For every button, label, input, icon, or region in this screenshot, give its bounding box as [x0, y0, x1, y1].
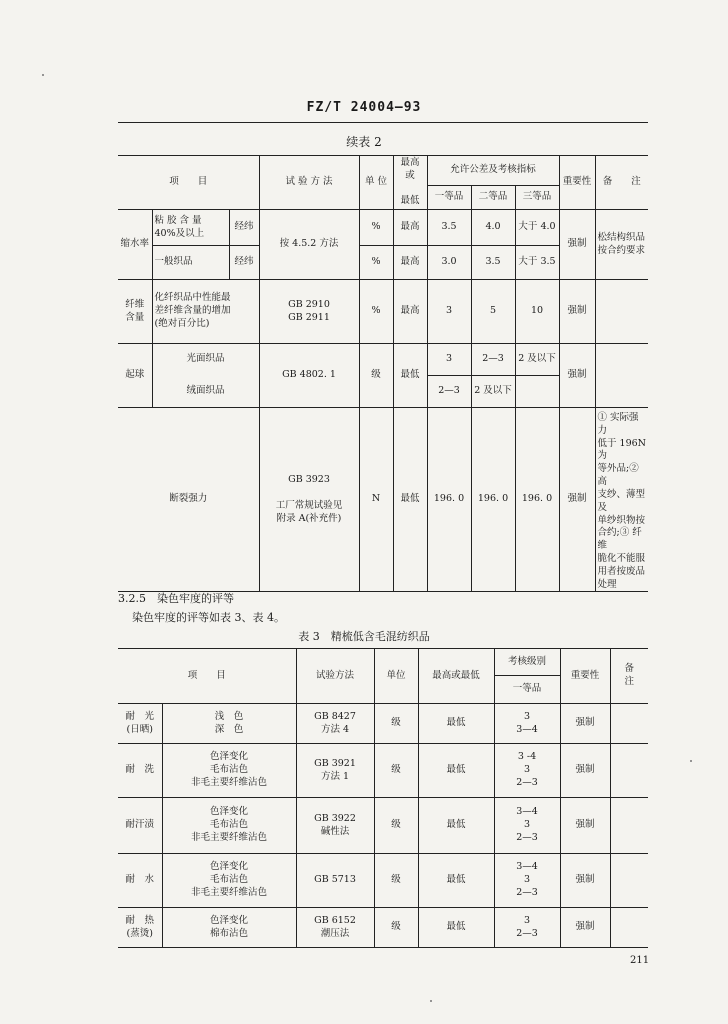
- shrink-sub1-maxmin: 最高: [393, 210, 427, 246]
- shrink-sub2-desc: 一般织品: [152, 246, 229, 280]
- t3-row1-cat: [118, 704, 162, 744]
- t3-row4-method: GB 5713: [296, 854, 374, 908]
- scan-speck: [430, 1000, 432, 1002]
- t3-row1-method-1: GB 8427: [314, 710, 356, 722]
- t3-row5-items: [162, 908, 296, 948]
- table-3: [118, 648, 654, 948]
- t3-row1-grade-1: 3: [523, 710, 531, 722]
- pilling-r2-g3: [515, 376, 559, 408]
- t3-row2-grade-2: 3: [523, 764, 531, 776]
- t3-header-item: 项 目: [118, 649, 296, 704]
- t3-row2-grade-1: 3 -4: [517, 751, 537, 763]
- strength-label: 断裂强力: [118, 408, 259, 592]
- strength-method: [259, 408, 359, 592]
- fiber-maxmin: 最高: [393, 280, 427, 344]
- pilling-sub1: 光面织品: [152, 344, 259, 376]
- t3-header-note: 备 注: [610, 649, 648, 704]
- t3-row2-maxmin: 最低: [418, 744, 494, 798]
- t3-row3-grade-3: 2—3: [516, 831, 538, 843]
- t3-row4-maxmin: 最低: [418, 854, 494, 908]
- t3-row4-item-2: 毛布沾色: [210, 874, 249, 886]
- strength-method-3: 附录 A(补充件): [276, 512, 342, 524]
- t3-row5-grade-2: 2—3: [516, 927, 538, 939]
- t3-row3-cat: 耐汗渍: [118, 798, 162, 854]
- t3-row5-grade-1: 3: [523, 914, 531, 926]
- shrink-label: 缩水率: [118, 210, 152, 280]
- t3-row1-grade-2: 3—4: [516, 723, 538, 735]
- fiber-label-1: 纤维: [125, 298, 145, 310]
- t3-header-unit: 单位: [374, 649, 418, 704]
- pilling-importance: 强制: [559, 344, 595, 408]
- strength-note-8: 用者按废品: [597, 565, 646, 577]
- scan-speck: [690, 760, 692, 762]
- t3-row2-method: [296, 744, 374, 798]
- t3-row2-item-3: 非毛主要纤维沾色: [191, 776, 268, 788]
- table-row: [118, 704, 648, 744]
- strength-note-3: 等外品;② 高: [597, 463, 639, 488]
- t3-row3-grades: [494, 798, 560, 854]
- t3-row1-item-2: 深 色: [214, 723, 244, 735]
- t3-row3-note: [610, 798, 648, 854]
- t3-row5-note: [610, 908, 648, 948]
- strength-maxmin: 最低: [393, 408, 427, 592]
- pilling-maxmin: 最低: [393, 344, 427, 408]
- shrink-sub2-g3: 大于 3.5: [515, 246, 559, 280]
- t3-header-grade1: 一等品: [494, 676, 560, 704]
- table-3-title: 表 3 精梳低含毛混纺织品: [298, 630, 430, 643]
- pilling-r2-g1: 2—3: [427, 376, 471, 408]
- t3-row1-unit: 级: [374, 704, 418, 744]
- shrink-sub1-g3: 大于 4.0: [515, 210, 559, 246]
- t3-row2-grade-3: 2—3: [516, 776, 538, 788]
- t3-row3-method-2: 碱性法: [320, 825, 350, 837]
- strength-note-1: ① 实际强力: [597, 412, 639, 436]
- fiber-g2: 5: [471, 280, 515, 344]
- strength-g2: 196. 0: [471, 408, 515, 592]
- fiber-note: [595, 280, 648, 344]
- strength-importance: 强制: [559, 408, 595, 592]
- t3-row2-unit: 级: [374, 744, 418, 798]
- t3-row4-grade-3: 2—3: [516, 886, 538, 898]
- t3-row1-item-1: 浅 色: [214, 710, 244, 722]
- t3-row2-method-2: 方法 1: [320, 770, 350, 782]
- header-grade1: 一等品: [427, 186, 471, 210]
- pilling-r2-g2: 2 及以下: [471, 376, 515, 408]
- strength-g1: 196. 0: [427, 408, 471, 592]
- shrink-sub1-desc-2: 40%及以上: [154, 227, 205, 239]
- t3-row4-note: [610, 854, 648, 908]
- strength-note-5: 单纱织物按: [597, 514, 646, 526]
- t3-row1-method-2: 方法 4: [320, 723, 350, 735]
- shrink-sub1-g1: 3.5: [427, 210, 471, 246]
- t3-row5-cat-2: (蒸烫): [126, 927, 153, 939]
- t3-row2-items: [162, 744, 296, 798]
- t3-row3-importance: 强制: [560, 798, 610, 854]
- shrink-sub1-unit: %: [359, 210, 393, 246]
- shrink-note-1: 松结构织品: [597, 231, 646, 243]
- shrink-sub2-g2: 3.5: [471, 246, 515, 280]
- header-maxmin-3: 最低: [400, 195, 420, 207]
- t3-row1-cat-2: (日晒): [126, 723, 153, 735]
- t3-header-method: 试验方法: [296, 649, 374, 704]
- header-importance: 重要性: [559, 156, 595, 210]
- page-number: 211: [630, 955, 650, 966]
- pilling-note: [595, 344, 648, 408]
- t3-header-maxmin: 最高或最低: [418, 649, 494, 704]
- shrink-importance: 强制: [559, 210, 595, 280]
- fiber-label: [118, 280, 152, 344]
- pilling-r1-g2: 2—3: [471, 344, 515, 376]
- strength-note-4: 支纱、薄型及: [597, 488, 646, 513]
- strength-note: [595, 408, 648, 592]
- strength-method-2: 工厂常规试验见: [275, 499, 343, 511]
- header-maxmin-2: 或: [405, 169, 415, 181]
- t3-row3-method-1: GB 3922: [314, 812, 356, 824]
- pilling-unit: 级: [359, 344, 393, 408]
- shrink-sub1-g2: 4.0: [471, 210, 515, 246]
- section-heading: 3.2.5 染色牢度的评等: [118, 592, 234, 605]
- t3-row3-item-3: 非毛主要纤维沾色: [191, 831, 268, 843]
- fiber-method-2: GB 2911: [288, 311, 330, 323]
- fiber-label-2: 含量: [125, 311, 145, 323]
- strength-g3: 196. 0: [515, 408, 559, 592]
- t3-row3-items: [162, 798, 296, 854]
- t3-row5-item-2: 棉布沾色: [210, 927, 249, 939]
- t3-row2-item-2: 毛布沾色: [210, 764, 249, 776]
- t3-row2-note: [610, 744, 648, 798]
- shrink-sub2-maxmin: 最高: [393, 246, 427, 280]
- t3-row3-grade-1: 3—4: [516, 806, 538, 818]
- strength-note-9: 处理: [597, 578, 617, 590]
- strength-note-7: 脆化不能服: [597, 552, 646, 564]
- section-body: 染色牢度的评等如表 3、表 4。: [132, 611, 285, 624]
- t3-row4-items: [162, 854, 296, 908]
- t3-row4-item-3: 非毛主要纤维沾色: [191, 886, 268, 898]
- fiber-method: [259, 280, 359, 344]
- t3-row1-grades: [494, 704, 560, 744]
- pilling-label: 起球: [118, 344, 152, 408]
- shrink-sub1-desc: [152, 210, 229, 246]
- fiber-g1: 3: [427, 280, 471, 344]
- t3-row2-method-1: GB 3921: [314, 757, 356, 769]
- header-note: 备 注: [595, 156, 648, 210]
- t3-row5-importance: 强制: [560, 908, 610, 948]
- t3-row2-grades: [494, 744, 560, 798]
- t3-row2-item-1: 色泽变化: [210, 751, 249, 763]
- t3-row5-maxmin: 最低: [418, 908, 494, 948]
- t3-row1-note: [610, 704, 648, 744]
- fiber-desc-1: 化纤织品中性能最: [154, 292, 231, 304]
- t3-row1-maxmin: 最低: [418, 704, 494, 744]
- t3-row1-importance: 强制: [560, 704, 610, 744]
- shrink-sub1-desc-1: 粘 胶 含 量: [154, 214, 202, 226]
- t3-row3-method: [296, 798, 374, 854]
- table-row: [118, 908, 648, 948]
- t3-row5-method-1: GB 6152: [314, 914, 356, 926]
- table-row: [118, 798, 648, 854]
- fiber-desc-3: (绝对百分比): [154, 317, 210, 329]
- t3-row4-importance: 强制: [560, 854, 610, 908]
- t3-row1-cat-1: 耐 光: [125, 710, 154, 722]
- shrink-method: 按 4.5.2 方法: [259, 210, 359, 280]
- header-method: 试 验 方 法: [259, 156, 359, 210]
- t3-row3-grade-2: 3: [523, 819, 531, 831]
- fiber-desc-2: 差纤维含量的增加: [154, 305, 231, 317]
- t3-row4-grade-2: 3: [523, 874, 531, 886]
- table-2-continued: [118, 155, 648, 592]
- strength-note-2: 低于 196N 为: [597, 437, 646, 462]
- t3-row4-grades: [494, 854, 560, 908]
- scan-speck: [42, 74, 44, 76]
- strength-note-6: 合约;③ 纤维: [597, 527, 642, 552]
- t3-row3-maxmin: 最低: [418, 798, 494, 854]
- pilling-r1-g1: 3: [427, 344, 471, 376]
- t3-row2-importance: 强制: [560, 744, 610, 798]
- t3-header-importance: 重要性: [560, 649, 610, 704]
- header-grade2: 二等品: [471, 186, 515, 210]
- shrink-note: [595, 210, 648, 280]
- header-grade3: 三等品: [515, 186, 559, 210]
- table-row: [118, 854, 648, 908]
- strength-unit: N: [359, 408, 393, 592]
- t3-row3-item-1: 色泽变化: [210, 806, 249, 818]
- t3-row4-unit: 级: [374, 854, 418, 908]
- pilling-sub2: 绒面织品: [152, 376, 259, 408]
- header-item: 项 目: [118, 156, 259, 210]
- shrink-sub1-dir: 经纬: [229, 210, 259, 246]
- shrink-sub2-g1: 3.0: [427, 246, 471, 280]
- table-row: [118, 744, 648, 798]
- t3-row4-cat: 耐 水: [118, 854, 162, 908]
- t3-row5-cat: [118, 908, 162, 948]
- shrink-sub2-unit: %: [359, 246, 393, 280]
- t3-row5-item-1: 色泽变化: [210, 914, 249, 926]
- pilling-r1-g3: 2 及以下: [515, 344, 559, 376]
- shrink-sub2-dir: 经纬: [229, 246, 259, 280]
- continued-table-title: 续表 2: [346, 135, 382, 149]
- header-maxmin-1: 最高: [400, 156, 420, 168]
- t3-row1-items: [162, 704, 296, 744]
- fiber-unit: %: [359, 280, 393, 344]
- fiber-importance: 强制: [559, 280, 595, 344]
- strength-method-1: GB 3923: [288, 474, 330, 486]
- fiber-desc: [152, 280, 259, 344]
- t3-row1-method: [296, 704, 374, 744]
- t3-row5-method-2: 潮压法: [320, 927, 350, 939]
- header-unit: 单 位: [359, 156, 393, 210]
- t3-row4-grade-1: 3—4: [516, 861, 538, 873]
- header-maxmin: [393, 156, 427, 210]
- header-tolerance: 允许公差及考核指标: [427, 156, 559, 186]
- fiber-method-1: GB 2910: [288, 298, 330, 310]
- t3-row4-item-1: 色泽变化: [210, 861, 249, 873]
- pilling-method: GB 4802. 1: [259, 344, 359, 408]
- t3-row5-cat-1: 耐 热: [125, 914, 154, 926]
- t3-row5-grades: [494, 908, 560, 948]
- header-rule: [118, 122, 648, 123]
- t3-row3-unit: 级: [374, 798, 418, 854]
- t3-row3-item-2: 毛布沾色: [210, 819, 249, 831]
- t3-row5-unit: 级: [374, 908, 418, 948]
- document-number: FZ/T 24004—93: [306, 100, 422, 115]
- t3-row5-method: [296, 908, 374, 948]
- fiber-g3: 10: [515, 280, 559, 344]
- shrink-note-2: 按合约要求: [597, 244, 646, 256]
- t3-header-grade-level: 考核级别: [494, 649, 560, 676]
- t3-row2-cat: 耐 洗: [118, 744, 162, 798]
